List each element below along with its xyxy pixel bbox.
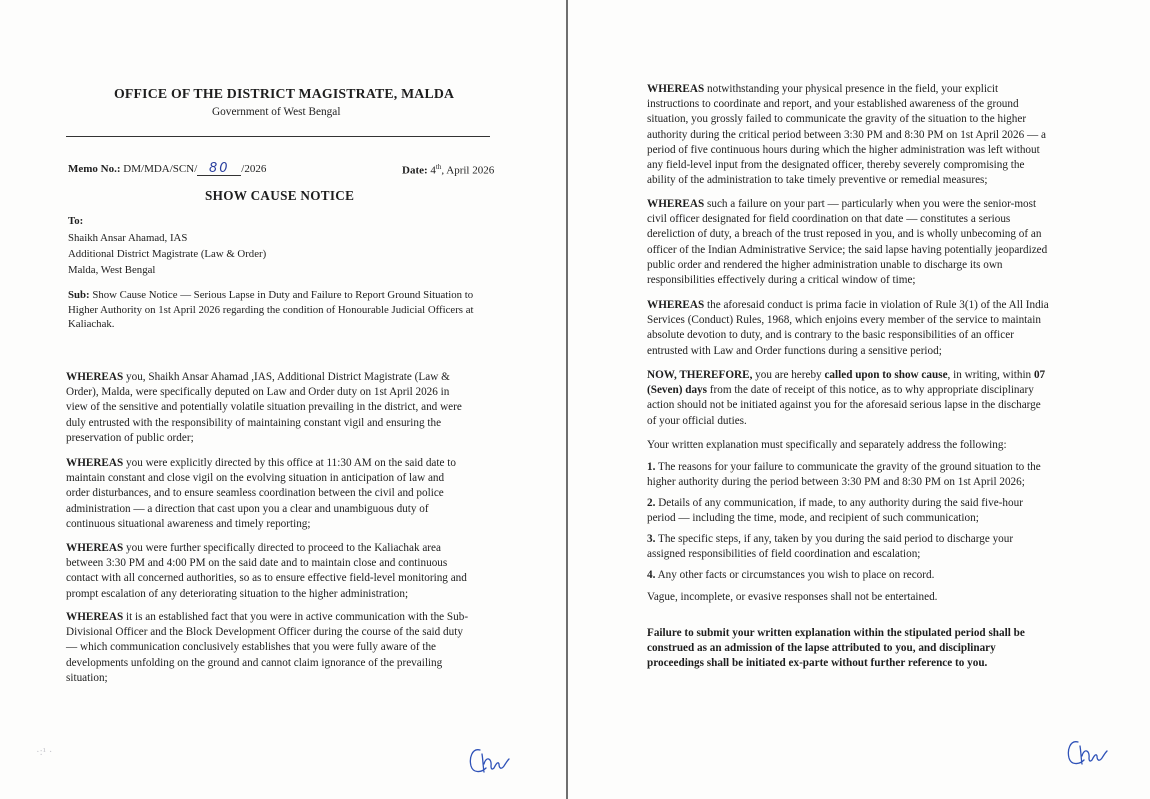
page-right (568, 0, 1150, 799)
warning-paragraph (647, 626, 1025, 672)
paragraph-line: any field-level input from the designated officer, thereby severely compromising the (647, 159, 1025, 172)
memo-handwritten-number: 80 (208, 161, 230, 176)
paragraph-line: you were explicitly directed by this office at 11:30 AM on the said date to (123, 457, 456, 469)
paragraph-line: you, Shaikh Ansar Ahamad ,IAS, Additional District Magistrate (Law & (123, 371, 450, 383)
paragraph-line: period — including the time, mode, and recipient of such communication; (647, 512, 979, 525)
paragraph-line: — which communication conclusively establishes that you were fully aware of the (66, 641, 437, 654)
subject-block (68, 288, 474, 332)
whereas-paragraph (66, 541, 467, 602)
explanation-item (647, 532, 1013, 562)
whereas-lead: WHEREAS (66, 611, 124, 623)
therefore-paragraph (647, 368, 1045, 429)
address-line: Malda, West Bengal (68, 264, 156, 276)
paragraph-line: it is an established fact that you were in active communication with the Sub- (123, 611, 469, 623)
memo-suffix: /2026 (241, 163, 267, 175)
paragraph-line: instructions to coordinate and report, and your established awareness of the ground (647, 98, 1019, 111)
government-line: Government of West Bengal (212, 106, 341, 118)
signature-initials (466, 744, 512, 778)
explanation-item (647, 496, 1023, 526)
office-title: OFFICE OF THE DISTRICT MAGISTRATE, MALDA (114, 86, 455, 101)
date-rest: , April 2026 (441, 164, 495, 177)
paragraph-line: ability of the administration to take timely preventive or remedial measures; (647, 174, 988, 187)
paragraph-line: The specific steps, if any, taken by you during the said period to discharge your (655, 533, 1014, 545)
paragraph-line: continuous situational awareness and timely reporting; (66, 517, 311, 530)
explanation-item (647, 568, 934, 583)
faint-mark: ·:¹ · (36, 746, 53, 758)
memo-label: Memo No.: (68, 163, 121, 175)
header-rule (66, 136, 490, 137)
recipient-address (68, 230, 266, 278)
paragraph-line: civil officer designated for field coordination on that date — constitutes a serious (647, 213, 1011, 226)
whereas-lead: WHEREAS (66, 457, 124, 469)
whereas-paragraph (647, 82, 1046, 188)
memo-number (68, 163, 266, 176)
item-number: 3. (647, 533, 656, 545)
subject-line: Kaliachak. (68, 318, 115, 331)
days-emphasis: 07 (1033, 369, 1046, 381)
paragraph-line: situation, you grossly failed to communicate the gravity of the situation to the higher (647, 113, 1027, 126)
paragraph-line: such a failure on your part — particularly when you were the senior-most (704, 198, 1037, 210)
whereas-lead: WHEREAS (66, 371, 124, 383)
paragraph-line: entrusted with Law and Order functions during a sensitive period; (647, 344, 942, 357)
paragraph-line: situation; (66, 671, 108, 684)
item-number: 1. (647, 461, 656, 473)
address-line: Shaikh Ansar Ahamad, IAS (68, 232, 188, 244)
paragraph-line: Details of any communication, if made, to any authority during the said five-hour (655, 497, 1023, 509)
whereas-lead: WHEREAS (647, 83, 705, 95)
whereas-lead: WHEREAS (647, 299, 705, 311)
to-label: To: (68, 215, 84, 227)
paragraph-line: absolute devotion to duty, and is contrary to the basic responsibilities of an officer (647, 329, 1014, 342)
paragraph-line: higher authority during the period between 3:30 PM and 8:30 PM on 1st April 2026; (647, 476, 1025, 489)
memo-prefix: DM/MDA/SCN/ (123, 163, 198, 175)
notice-title: SHOW CAUSE NOTICE (205, 188, 355, 203)
page-left (0, 0, 566, 799)
paragraph-line: period of five continuous hours during which the higher administration was left without (647, 143, 1040, 156)
explanation-intro: Your written explanation must specifically and separately address the following: (647, 439, 1007, 451)
whereas-paragraph (66, 610, 468, 686)
vague-response-note: Vague, incomplete, or evasive responses shall not be entertained. (647, 591, 938, 603)
paragraph-text: from the date of receipt of this notice, as to why appropriate disciplinary (706, 384, 1034, 397)
paragraph-line: Any other facts or circumstances you wish to place on record. (655, 569, 935, 581)
date-label: Date: (402, 164, 428, 177)
paragraph-text: , in writing, within (947, 369, 1034, 381)
memo-handwritten-number-blank (197, 163, 241, 176)
paragraph-line: maintain constant and close vigil on the evolving situation in anticipation of law and (66, 472, 445, 485)
paragraph-line: view of the sensitive and potentially volatile situation prevailing in the district, and were (66, 401, 462, 414)
days-emphasis: (Seven) days (647, 384, 707, 397)
paragraph-line: administration — a direction that cast upon you a clear and unambiguous duty of (66, 502, 429, 515)
paragraph-line: authority during the critical period between 3:30 PM and 8:30 PM on 1st April 2026 — a (647, 128, 1046, 141)
show-cause-emphasis: called upon to show cause (824, 369, 948, 381)
paragraph-line: action should not be initiated against you for the aforesaid serious lapse in the discharge (647, 399, 1041, 412)
paragraph-line: assigned responsibilities of field coordination and escalation; (647, 548, 921, 561)
memo-date (402, 163, 494, 177)
paragraph-line: officer of the Indian Administrative Service; the said lapse having potentially jeopardized (647, 243, 1048, 256)
paragraph-line: Divisional Officer and the Block Development Officer during the course of the said duty (66, 626, 463, 639)
paragraph-line: proceedings shall be initiated ex-parte without further reference to you. (647, 657, 988, 670)
subject-line: Show Cause Notice — Serious Lapse in Duty and Failure to Report Ground Situation to (92, 289, 474, 301)
paragraph-line: preservation of public order; (66, 431, 194, 444)
paragraph-line: of your official duties. (647, 414, 747, 427)
date-day: 4 (430, 164, 436, 177)
paragraph-line: order disturbances, and to ensure seamless coordination between the civil and police (66, 487, 444, 500)
item-number: 2. (647, 497, 656, 509)
paragraph-line: the aforesaid conduct is prima facie in violation of Rule 3(1) of the All India (704, 299, 1049, 311)
paragraph-line: The reasons for your failure to communicate the gravity of the ground situation to the (655, 461, 1041, 473)
date-day-suffix: th (435, 163, 442, 171)
paragraph-line: construed as an admission of the lapse attributed to you, and disciplinary (647, 642, 996, 655)
subject-line: Higher Authority on 1st April 2026 regarding the condition of Honourable Judicial Officers at (68, 303, 474, 316)
whereas-lead: WHEREAS (647, 198, 705, 210)
paragraph-line: Order), Malda, were specifically deputed on Law and Order duty on 1st April 2026 in (66, 386, 450, 399)
paragraph-text: you are hereby (752, 369, 825, 381)
whereas-paragraph (66, 370, 462, 446)
paragraph-line: Services (Conduct) Rules, 1968, which enjoins every member of the service to maintain (647, 314, 1041, 327)
whereas-paragraph (647, 298, 1049, 359)
paragraph-line: you were further specifically directed to proceed to the Kaliachak area (123, 542, 441, 554)
paragraph-line: between 3:30 PM and 4:00 PM on the said date and to maintain close and continuous (66, 557, 448, 570)
signature-initials (1064, 736, 1110, 770)
paragraph-line: prompt escalation of any deteriorating situation to the higher administration; (66, 587, 409, 600)
item-number: 4. (647, 569, 656, 581)
paragraph-line: developments unfolding on the ground and cannot claim ignorance of the prevailing (66, 656, 443, 669)
paragraph-line: duly entrusted with the responsibility of maintaining constant vigil and ensuring the (66, 416, 442, 429)
address-line: Additional District Magistrate (Law & Order) (68, 248, 267, 260)
paragraph-line: Failure to submit your written explanation within the stipulated period shall be (647, 627, 1025, 639)
paragraph-line: responsibilities effectively during a critical window of time; (647, 274, 916, 287)
whereas-paragraph (66, 456, 456, 532)
therefore-lead: NOW, THEREFORE, (647, 369, 753, 381)
paragraph-line: dereliction of duty, a breach of the trust reposed in you, and is wholly unbecoming of an (647, 228, 1042, 241)
whereas-paragraph (647, 197, 1047, 288)
whereas-lead: WHEREAS (66, 542, 124, 554)
subject-label: Sub: (68, 289, 90, 301)
paragraph-line: notwithstanding your physical presence in the field, your explicit (704, 83, 999, 95)
paragraph-line: public order and rendered the higher administration unable to discharge its own (647, 258, 1003, 271)
explanation-item (647, 460, 1041, 490)
paragraph-line: contact with all concerned authorities, so as to ensure effective field-level monitoring and (66, 572, 467, 585)
